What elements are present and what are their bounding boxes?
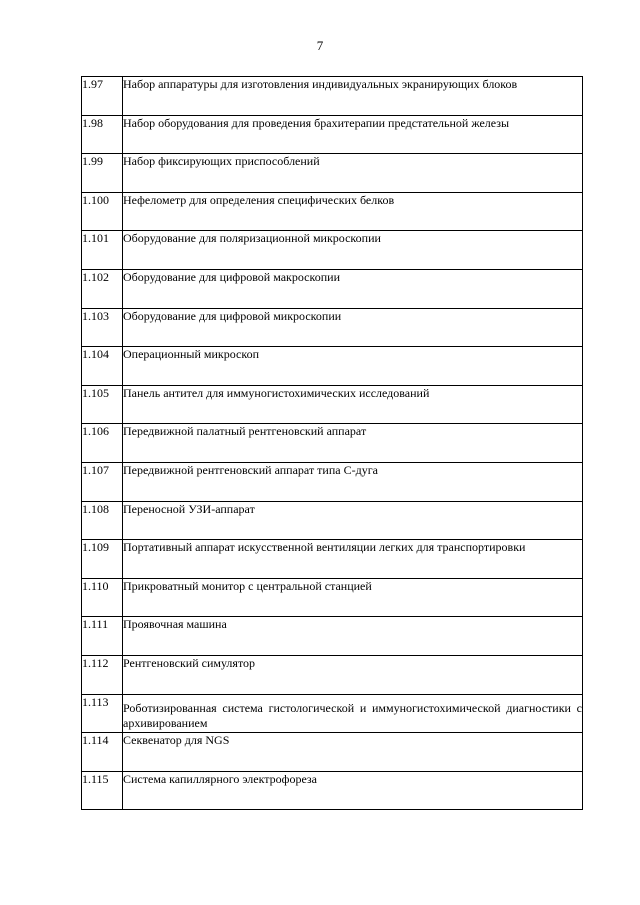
equipment-name: Портативный аппарат искусственной вентиляции легких для транспортировки — [123, 540, 583, 579]
row-number: 1.99 — [82, 154, 123, 193]
table-row — [82, 462, 583, 501]
row-number: 1.103 — [82, 308, 123, 347]
table-row — [82, 501, 583, 540]
table-row — [82, 694, 583, 733]
row-number: 1.101 — [82, 231, 123, 270]
equipment-name: Передвижной рентгеновский аппарат типа С-дуга — [123, 462, 583, 501]
equipment-name: Операционный микроскоп — [123, 347, 583, 386]
equipment-name: Набор аппаратуры для изготовления индивидуальных экранирующих блоков — [123, 77, 583, 116]
equipment-name: Передвижной палатный рентгеновский аппарат — [123, 424, 583, 463]
row-number: 1.111 — [82, 617, 123, 656]
table-row — [82, 77, 583, 116]
table-row — [82, 115, 583, 154]
row-number: 1.110 — [82, 578, 123, 617]
equipment-name: Система капиллярного электрофореза — [123, 771, 583, 810]
equipment-name: Секвенатор для NGS — [123, 733, 583, 772]
table-row — [82, 733, 583, 772]
row-number: 1.105 — [82, 385, 123, 424]
table-row — [82, 347, 583, 386]
table-row — [82, 617, 583, 656]
row-number: 1.106 — [82, 424, 123, 463]
row-number: 1.109 — [82, 540, 123, 579]
table-row — [82, 385, 583, 424]
table-row — [82, 771, 583, 810]
row-number: 1.113 — [82, 694, 123, 733]
equipment-name: Оборудование для поляризационной микроскопии — [123, 231, 583, 270]
table-row — [82, 540, 583, 579]
equipment-name: Проявочная машина — [123, 617, 583, 656]
row-number: 1.102 — [82, 269, 123, 308]
row-number: 1.112 — [82, 655, 123, 694]
equipment-name: Оборудование для цифровой микроскопии — [123, 308, 583, 347]
equipment-name: Роботизированная система гистологической и иммуногистохимической диагностики с архивированием — [123, 694, 583, 733]
table-row — [82, 308, 583, 347]
row-number: 1.107 — [82, 462, 123, 501]
equipment-name: Нефелометр для определения специфических белков — [123, 192, 583, 231]
row-number: 1.104 — [82, 347, 123, 386]
table-row — [82, 154, 583, 193]
equipment-name: Набор фиксирующих приспособлений — [123, 154, 583, 193]
row-number: 1.98 — [82, 115, 123, 154]
equipment-name: Прикроватный монитор с центральной станцией — [123, 578, 583, 617]
table-row — [82, 231, 583, 270]
equipment-name: Набор оборудования для проведения брахитерапии предстательной железы — [123, 115, 583, 154]
equipment-name: Рентгеновский симулятор — [123, 655, 583, 694]
row-number: 1.108 — [82, 501, 123, 540]
table-row — [82, 655, 583, 694]
equipment-table — [81, 76, 583, 810]
equipment-name: Оборудование для цифровой макроскопии — [123, 269, 583, 308]
equipment-name: Панель антител для иммуногистохимических исследований — [123, 385, 583, 424]
table-row — [82, 269, 583, 308]
row-number: 1.97 — [82, 77, 123, 116]
page-number: 7 — [316, 38, 324, 53]
table-row — [82, 578, 583, 617]
table-row — [82, 424, 583, 463]
equipment-name: Переносной УЗИ-аппарат — [123, 501, 583, 540]
row-number: 1.114 — [82, 733, 123, 772]
row-number: 1.115 — [82, 771, 123, 810]
row-number: 1.100 — [82, 192, 123, 231]
table-row — [82, 192, 583, 231]
